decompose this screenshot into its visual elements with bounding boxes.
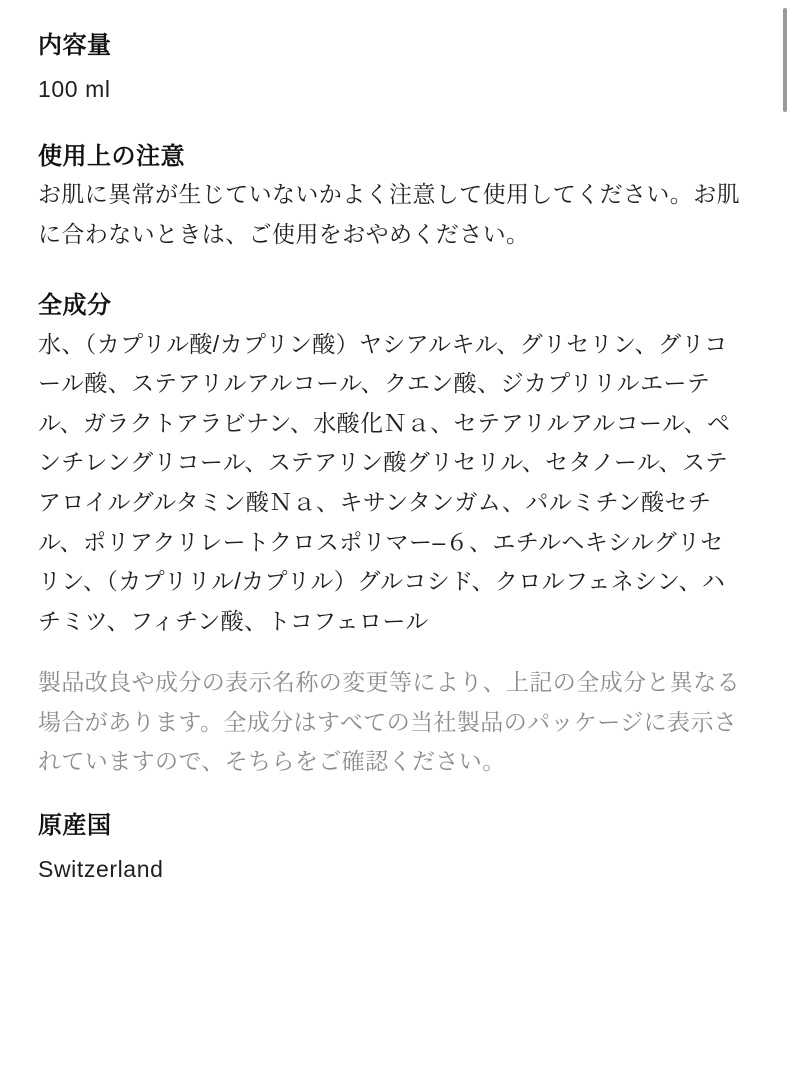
section-heading-origin: 原産国 <box>38 811 112 839</box>
section-body-ingredients: 水、（カプリル酸/カプリン酸）ヤシアルキル、グリセリン、グリコール酸、ステアリルアルコール、クエン酸、ジカプリリルエーテル、ガラクトアラビナン、水酸化Ｎａ、セテアリルアルコール、ペンチレングリコール、ステアリン酸グリセリル、セタノール、ステアロイルグルタミン酸Ｎａ、キサンタンガム、パルミチン酸セチル、ポリアクリレートクロスポリマー–６、エチルヘキシルグリセリン、（カプリリル/カプリル）グルコシド、クロルフェネシン、ハチミツ、フィチン酸、トコフェロール <box>38 330 731 634</box>
section-body-caution: お肌に異常が生じていないかよく注意して使用してください。お肌に合わないときは、ご使用をおやめください。 <box>38 181 740 247</box>
section-heading-volume: 内容量 <box>38 32 112 59</box>
section-ingredients <box>38 290 747 641</box>
section-body-volume: 100 ml <box>38 76 111 103</box>
section-heading-ingredients: 全成分 <box>38 292 112 320</box>
section-caution <box>38 141 747 254</box>
ingredients-disclaimer: 製品改良や成分の表示名称の変更等により、上記の全成分と異なる場合があります。全成分はすべての当社製品のパッケージに表示されていますので、そちらをご確認ください。 <box>38 669 740 775</box>
section-origin <box>38 810 747 887</box>
scrollbar-thumb[interactable] <box>783 8 787 112</box>
section-heading-caution: 使用上の注意 <box>38 142 185 170</box>
section-volume <box>38 30 747 107</box>
section-body-origin: Switzerland <box>38 856 164 883</box>
vertical-scrollbar[interactable] <box>783 0 787 1080</box>
